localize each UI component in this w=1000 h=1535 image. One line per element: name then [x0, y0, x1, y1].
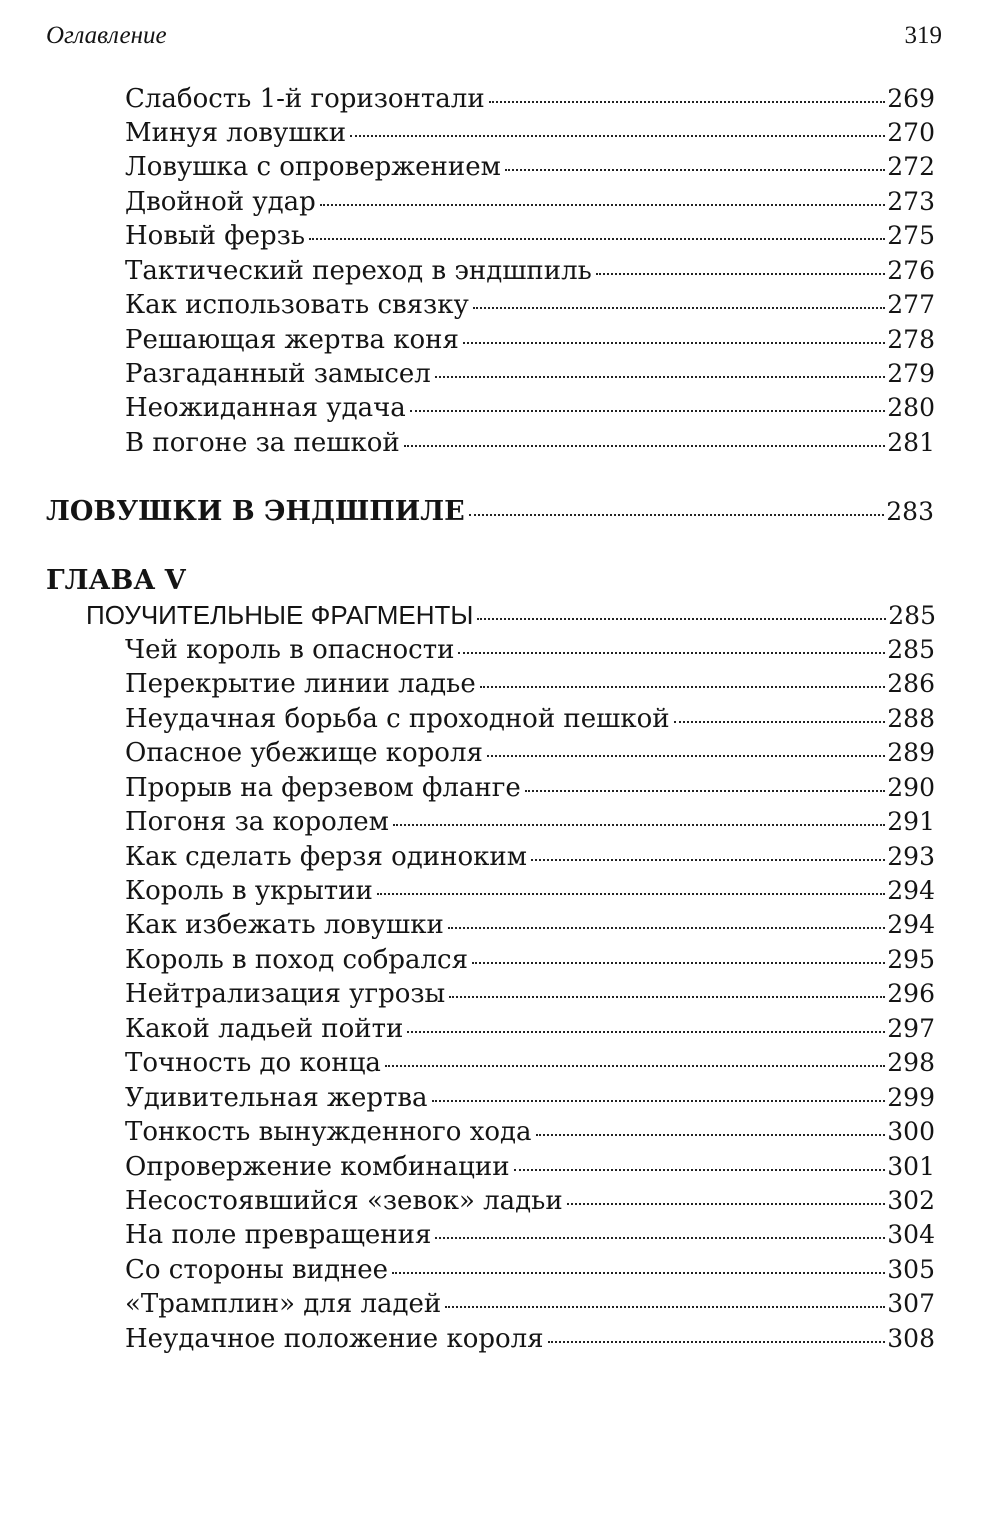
toc-entry-page: 275: [887, 221, 935, 250]
toc-entry[interactable]: [125, 1322, 935, 1356]
toc-entry[interactable]: [125, 943, 935, 977]
dot-leader: [473, 307, 885, 309]
toc-entry-title: Опровержение комбинации: [125, 1152, 510, 1182]
toc-entry-page: 270: [887, 118, 935, 147]
dot-leader: [567, 1203, 886, 1205]
toc-entry[interactable]: [125, 426, 935, 460]
dot-leader: [435, 1237, 885, 1239]
dot-leader: [489, 101, 886, 103]
toc-entry-page: 279: [887, 359, 935, 388]
toc-section[interactable]: [46, 495, 934, 529]
toc-entry-title: В погоне за пешкой: [125, 428, 400, 458]
toc-entry-page: 305: [887, 1255, 935, 1284]
dot-leader: [487, 755, 885, 757]
toc-entry-title: Точность до конца: [125, 1048, 381, 1078]
toc-entry[interactable]: [125, 219, 935, 253]
toc-entry[interactable]: [125, 736, 935, 770]
toc-entry[interactable]: [125, 185, 935, 219]
toc-entry-title: Король в поход собрался: [125, 945, 468, 975]
toc-entry[interactable]: [125, 254, 935, 288]
toc-section-title: ЛОВУШКИ В ЭНДШПИЛЕ: [46, 496, 465, 527]
dot-leader: [350, 135, 885, 137]
toc-entry[interactable]: [125, 1218, 935, 1252]
toc-entry-title: Погоня за королем: [125, 807, 389, 837]
toc-entry-page: 301: [887, 1152, 935, 1181]
toc-entry-page: 278: [887, 325, 935, 354]
dot-leader: [505, 169, 885, 171]
toc-entry-page: 302: [887, 1186, 935, 1215]
toc-entry-title: Двойной удар: [125, 187, 316, 217]
dot-leader: [536, 1134, 886, 1136]
dot-leader: [525, 790, 886, 792]
toc-entry-title: Король в укрытии: [125, 876, 373, 906]
toc-entry[interactable]: [125, 391, 935, 425]
toc-entry-page: 307: [887, 1289, 935, 1318]
dot-leader: [674, 721, 886, 723]
toc-entry-page: 294: [887, 876, 935, 905]
dot-leader: [407, 1031, 885, 1033]
toc-entry-page: 296: [887, 979, 935, 1008]
dot-leader: [392, 1272, 885, 1274]
running-title: Оглавление: [46, 22, 167, 49]
toc-entry[interactable]: [125, 1184, 935, 1218]
dot-leader: [435, 376, 885, 378]
toc-entry-title: На поле превращения: [125, 1220, 432, 1250]
toc-entry-page: 285: [887, 635, 935, 664]
running-head: [46, 22, 942, 54]
dot-leader: [385, 1065, 885, 1067]
toc-entry-page: 277: [887, 290, 935, 319]
toc-entry[interactable]: [125, 977, 935, 1011]
toc-entry-page: 269: [887, 84, 935, 113]
toc-entry-title: Чей король в опасности: [125, 635, 455, 665]
toc-entry[interactable]: [125, 840, 935, 874]
toc-entry-title: Прорыв на ферзевом фланге: [125, 773, 521, 803]
toc-entry-title: Нейтрализация угрозы: [125, 979, 446, 1009]
toc-entry-title: Как сделать ферзя одиноким: [125, 842, 527, 872]
toc-entry-title: Минуя ловушки: [125, 118, 347, 148]
toc-entry-title: Неудачная борьба с проходной пешкой: [125, 704, 670, 734]
dot-leader: [477, 618, 886, 620]
toc-entry[interactable]: [125, 702, 935, 736]
toc-entry-page: 272: [887, 152, 935, 181]
dot-leader: [320, 204, 885, 206]
toc-entry[interactable]: [125, 874, 935, 908]
toc-entry-page: 280: [887, 393, 935, 422]
dot-leader: [432, 1100, 886, 1102]
toc-entry-page: 289: [887, 738, 935, 767]
toc-entry[interactable]: [125, 323, 935, 357]
toc-entry[interactable]: [125, 1115, 935, 1149]
dot-leader: [548, 1341, 886, 1343]
toc-entry[interactable]: [125, 1287, 935, 1321]
dot-leader: [596, 273, 886, 275]
toc-entry[interactable]: [125, 1253, 935, 1287]
toc-entry-title: Какой ладьей пойти: [125, 1014, 404, 1044]
toc-entry-title: Несостоявшийся «зевок» ладьи: [125, 1186, 563, 1216]
toc-entry-page: 286: [887, 669, 935, 698]
toc-entry-page: 298: [887, 1048, 935, 1077]
toc-entry-page: 300: [887, 1117, 935, 1146]
toc-entry-title: Разгаданный замысел: [125, 359, 431, 389]
toc-entry-title: Перекрытие линии ладье: [125, 669, 476, 699]
toc-entry-page: 276: [887, 256, 935, 285]
dot-leader: [472, 962, 885, 964]
toc-entry-title: Как использовать связку: [125, 290, 469, 320]
dot-leader: [393, 824, 885, 826]
toc-entry-page: 288: [887, 704, 935, 733]
toc-entry-page: 293: [887, 842, 935, 871]
toc-entry[interactable]: [125, 771, 935, 805]
toc-chapter[interactable]: [86, 598, 936, 632]
toc-entry[interactable]: [125, 1150, 935, 1184]
toc-entry-title: Решающая жертва коня: [125, 325, 459, 355]
toc-entry[interactable]: [125, 116, 935, 150]
dot-leader: [463, 342, 885, 344]
toc-entry[interactable]: [125, 805, 935, 839]
toc-entry[interactable]: [125, 150, 935, 184]
toc-entry-title: Тактический переход в эндшпиль: [125, 256, 592, 286]
toc-entry-page: 281: [887, 428, 935, 457]
toc-entry-title: Опасное убежище короля: [125, 738, 483, 768]
toc-chapter-page: 285: [888, 601, 936, 630]
toc-entry-page: 290: [887, 773, 935, 802]
dot-leader: [445, 1306, 885, 1308]
toc-entry-title: Слабость 1-й горизонтали: [125, 84, 485, 114]
toc-chapter-title: ПОУЧИТЕЛЬНЫЕ ФРАГМЕНТЫ: [86, 600, 474, 630]
toc-section-page: 283: [886, 497, 934, 526]
dot-leader: [449, 996, 885, 998]
toc-entry-title: Новый ферзь: [125, 221, 305, 251]
toc-entry-title: Как избежать ловушки: [125, 910, 444, 940]
dot-leader: [531, 859, 885, 861]
toc-entry-title: Неудачное положение короля: [125, 1324, 544, 1354]
toc-entry[interactable]: [125, 82, 935, 116]
toc-entry-title: Тонкость вынужденного хода: [125, 1117, 532, 1147]
toc-entry-page: 299: [887, 1083, 935, 1112]
dot-leader: [448, 927, 886, 929]
toc-entry-title: «Трамплин» для ладей: [125, 1289, 442, 1319]
dot-leader: [514, 1169, 886, 1171]
toc-entry-page: 273: [887, 187, 935, 216]
dot-leader: [480, 686, 886, 688]
dot-leader: [377, 893, 885, 895]
toc-entry-page: 308: [887, 1324, 935, 1353]
toc-entry[interactable]: [125, 667, 935, 701]
dot-leader: [410, 410, 885, 412]
dot-leader: [404, 445, 886, 447]
toc-entry-title: Ловушка с опровержением: [125, 152, 501, 182]
toc-entry-page: 294: [887, 910, 935, 939]
chapter-label: ГЛАВА V: [46, 565, 186, 596]
toc-entry-title: Удивительная жертва: [125, 1083, 428, 1113]
toc-entry-page: 304: [887, 1220, 935, 1249]
toc-entry-title: Неожиданная удача: [125, 393, 406, 423]
dot-leader: [309, 238, 885, 240]
page-number: 319: [904, 22, 942, 49]
toc-entry[interactable]: [125, 288, 935, 322]
dot-leader: [469, 514, 885, 516]
dot-leader: [458, 652, 885, 654]
toc-entry-page: 291: [887, 807, 935, 836]
toc-entry-page: 295: [887, 945, 935, 974]
toc-entry-title: Со стороны виднее: [125, 1255, 389, 1285]
toc-entry[interactable]: [125, 1081, 935, 1115]
toc-entry[interactable]: [125, 633, 935, 667]
toc-entry[interactable]: [125, 357, 935, 391]
toc-entry[interactable]: [125, 1046, 935, 1080]
toc-entry[interactable]: [125, 908, 935, 942]
toc-entry[interactable]: [125, 1012, 935, 1046]
toc-entry-page: 297: [887, 1014, 935, 1043]
